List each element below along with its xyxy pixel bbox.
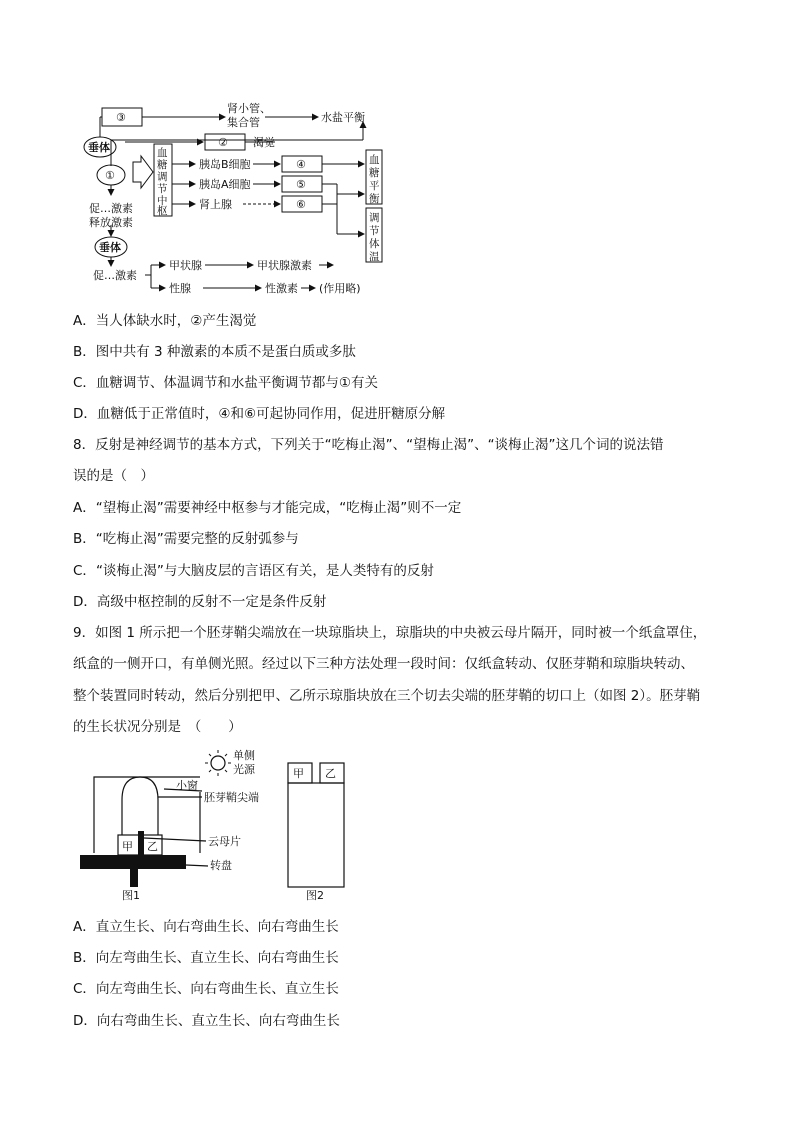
pituitary-bottom-label: 垂体	[99, 241, 121, 254]
q9-option-c	[73, 980, 339, 998]
box-3-label: ③	[116, 111, 126, 124]
promote-hormone-label: 促…激素	[93, 269, 137, 282]
q7-option-d	[73, 405, 445, 423]
release-hormone-label-1: 促…激素	[89, 202, 133, 215]
option-letter: D．	[73, 594, 97, 610]
option-letter: D．	[73, 1013, 97, 1029]
q8-option-a	[73, 499, 461, 517]
q9-stem-line-1: 9．如图 1 所示把一个胚芽鞘尖端放在一块琼脂块上，琼脂块的中央被云母片隔开，同时被一个纸盒罩住，	[73, 625, 707, 641]
fig2-jia-label: 甲	[293, 767, 304, 780]
q8-stem-line-2: 误的是（ ）	[73, 468, 154, 484]
water-salt-balance-label: 水盐平衡	[321, 111, 365, 124]
center-char: 节	[157, 183, 168, 195]
pituitary-top-label: 垂体	[88, 141, 110, 154]
option-letter: B．	[73, 950, 96, 966]
light-source-label-1: 单侧	[233, 749, 255, 762]
center-char: 血	[157, 147, 168, 159]
coleoptile-tip-label: 胚芽鞘尖端	[204, 791, 259, 804]
center-char: 枢	[157, 205, 168, 217]
option-text: “谈梅止渴”与大脑皮层的言语区有关，是人类特有的反射	[95, 563, 434, 579]
effect-omitted-label: (作用略)	[319, 282, 361, 295]
q9-option-a	[73, 918, 339, 936]
option-letter: A．	[73, 500, 96, 516]
q9-stem-line-2: 纸盒的一侧开口，有单侧光照。经过以下三种方法处理一段时间：仅纸盒转动、仅胚芽鞘和琼脂块转动、	[73, 656, 694, 672]
thirst-label: 渴觉	[253, 136, 275, 149]
q9-stem-line-3: 整个装置同时转动，然后分别把甲、乙所示琼脂块放在三个切去尖端的胚芽鞘的切口上（如图 2）。胚芽鞘	[73, 688, 701, 704]
option-text: 向左弯曲生长、直立生长、向右弯曲生长	[95, 950, 339, 966]
box-4-label: ④	[296, 158, 306, 171]
option-text: 当人体缺水时，②产生渴觉	[95, 313, 257, 329]
box-5-label: ⑤	[296, 178, 306, 191]
q9-stem-line-4: 的生长状况分别是 （ ）	[73, 719, 242, 735]
q8-stem-line-1: 8．反射是神经调节的基本方式，下列关于“吃梅止渴”、“望梅止渴”、“谈梅止渴”这几个词的说法错	[73, 437, 664, 453]
q9-option-b	[73, 949, 339, 967]
blood-sugar-char: 血	[369, 154, 380, 166]
option-text: 向右弯曲生长、直立生长、向右弯曲生长	[96, 1013, 340, 1029]
q7-option-c	[73, 374, 378, 392]
fig2-yi-label: 乙	[325, 767, 336, 780]
turntable-label: 转盘	[210, 859, 232, 872]
temperature-char: 节	[369, 225, 380, 237]
option-letter: B．	[73, 531, 96, 547]
option-letter: C．	[73, 563, 96, 579]
option-letter: A．	[73, 313, 96, 329]
temperature-char: 体	[369, 238, 380, 250]
option-letter: D．	[73, 406, 97, 422]
box-6-label: ⑥	[296, 198, 306, 211]
blood-sugar-char: 平	[369, 180, 380, 192]
q8-option-d	[73, 593, 326, 611]
center-char: 中	[157, 195, 168, 207]
temperature-char: 调	[369, 212, 380, 224]
option-letter: B．	[73, 344, 96, 360]
kidney-tubule-label: 肾小管、	[227, 102, 271, 115]
option-letter: A．	[73, 919, 96, 935]
option-text: 图中共有 3 种激素的本质不是蛋白质或多肽	[95, 344, 356, 360]
option-text: 血糖调节、体温调节和水盐平衡调节都与①有关	[95, 375, 379, 391]
figure-1-caption: 图1	[122, 889, 140, 902]
option-text: “望梅止渴”需要神经中枢参与才能完成，“吃梅止渴”则不一定	[95, 500, 462, 516]
temperature-char: 温	[369, 251, 380, 263]
option-text: 血糖低于正常值时，④和⑥可起协同作用，促进肝糖原分解	[96, 406, 446, 422]
gonad-label: 性腺	[169, 282, 191, 295]
q7-option-a	[73, 312, 256, 330]
thyroid-hormone-label: 甲状腺激素	[257, 259, 312, 272]
mica-label: 云母片	[208, 835, 241, 848]
box-2-label: ②	[218, 136, 228, 149]
blood-sugar-char: 衡	[369, 193, 380, 205]
adrenal-label: 肾上腺	[199, 198, 232, 211]
option-text: 向左弯曲生长、向右弯曲生长、直立生长	[95, 981, 339, 997]
release-hormone-label-2: 释放激素	[89, 216, 133, 229]
option-text: 高级中枢控制的反射不一定是条件反射	[96, 594, 327, 610]
option-text: “吃梅止渴”需要完整的反射弧参与	[95, 531, 299, 547]
blood-sugar-char: 糖	[369, 167, 380, 179]
q7-option-b	[73, 343, 356, 361]
q8-option-c	[73, 562, 434, 580]
q8-option-b	[73, 530, 299, 548]
option-letter: C．	[73, 981, 96, 997]
circle-1-label: ①	[105, 169, 115, 182]
option-text: 直立生长、向右弯曲生长、向右弯曲生长	[95, 919, 339, 935]
center-char: 糖	[157, 159, 168, 171]
coleoptile-experiment-figure	[78, 745, 368, 905]
option-letter: C．	[73, 375, 96, 391]
center-char: 调	[157, 171, 168, 183]
q9-option-d	[73, 1012, 340, 1030]
light-source-label-2: 光源	[233, 763, 255, 776]
islet-b-label: 胰岛B细胞	[199, 158, 251, 171]
islet-a-label: 胰岛A细胞	[199, 178, 251, 191]
agar-yi-label: 乙	[147, 840, 158, 853]
window-label: 小窗	[176, 779, 198, 792]
sex-hormone-label: 性激素	[265, 282, 298, 295]
agar-jia-label: 甲	[122, 840, 133, 853]
collecting-duct-label: 集合管	[227, 116, 260, 129]
thyroid-label: 甲状腺	[169, 259, 202, 272]
figure-2-caption: 图2	[306, 889, 324, 902]
hormone-regulation-diagram	[75, 100, 415, 300]
